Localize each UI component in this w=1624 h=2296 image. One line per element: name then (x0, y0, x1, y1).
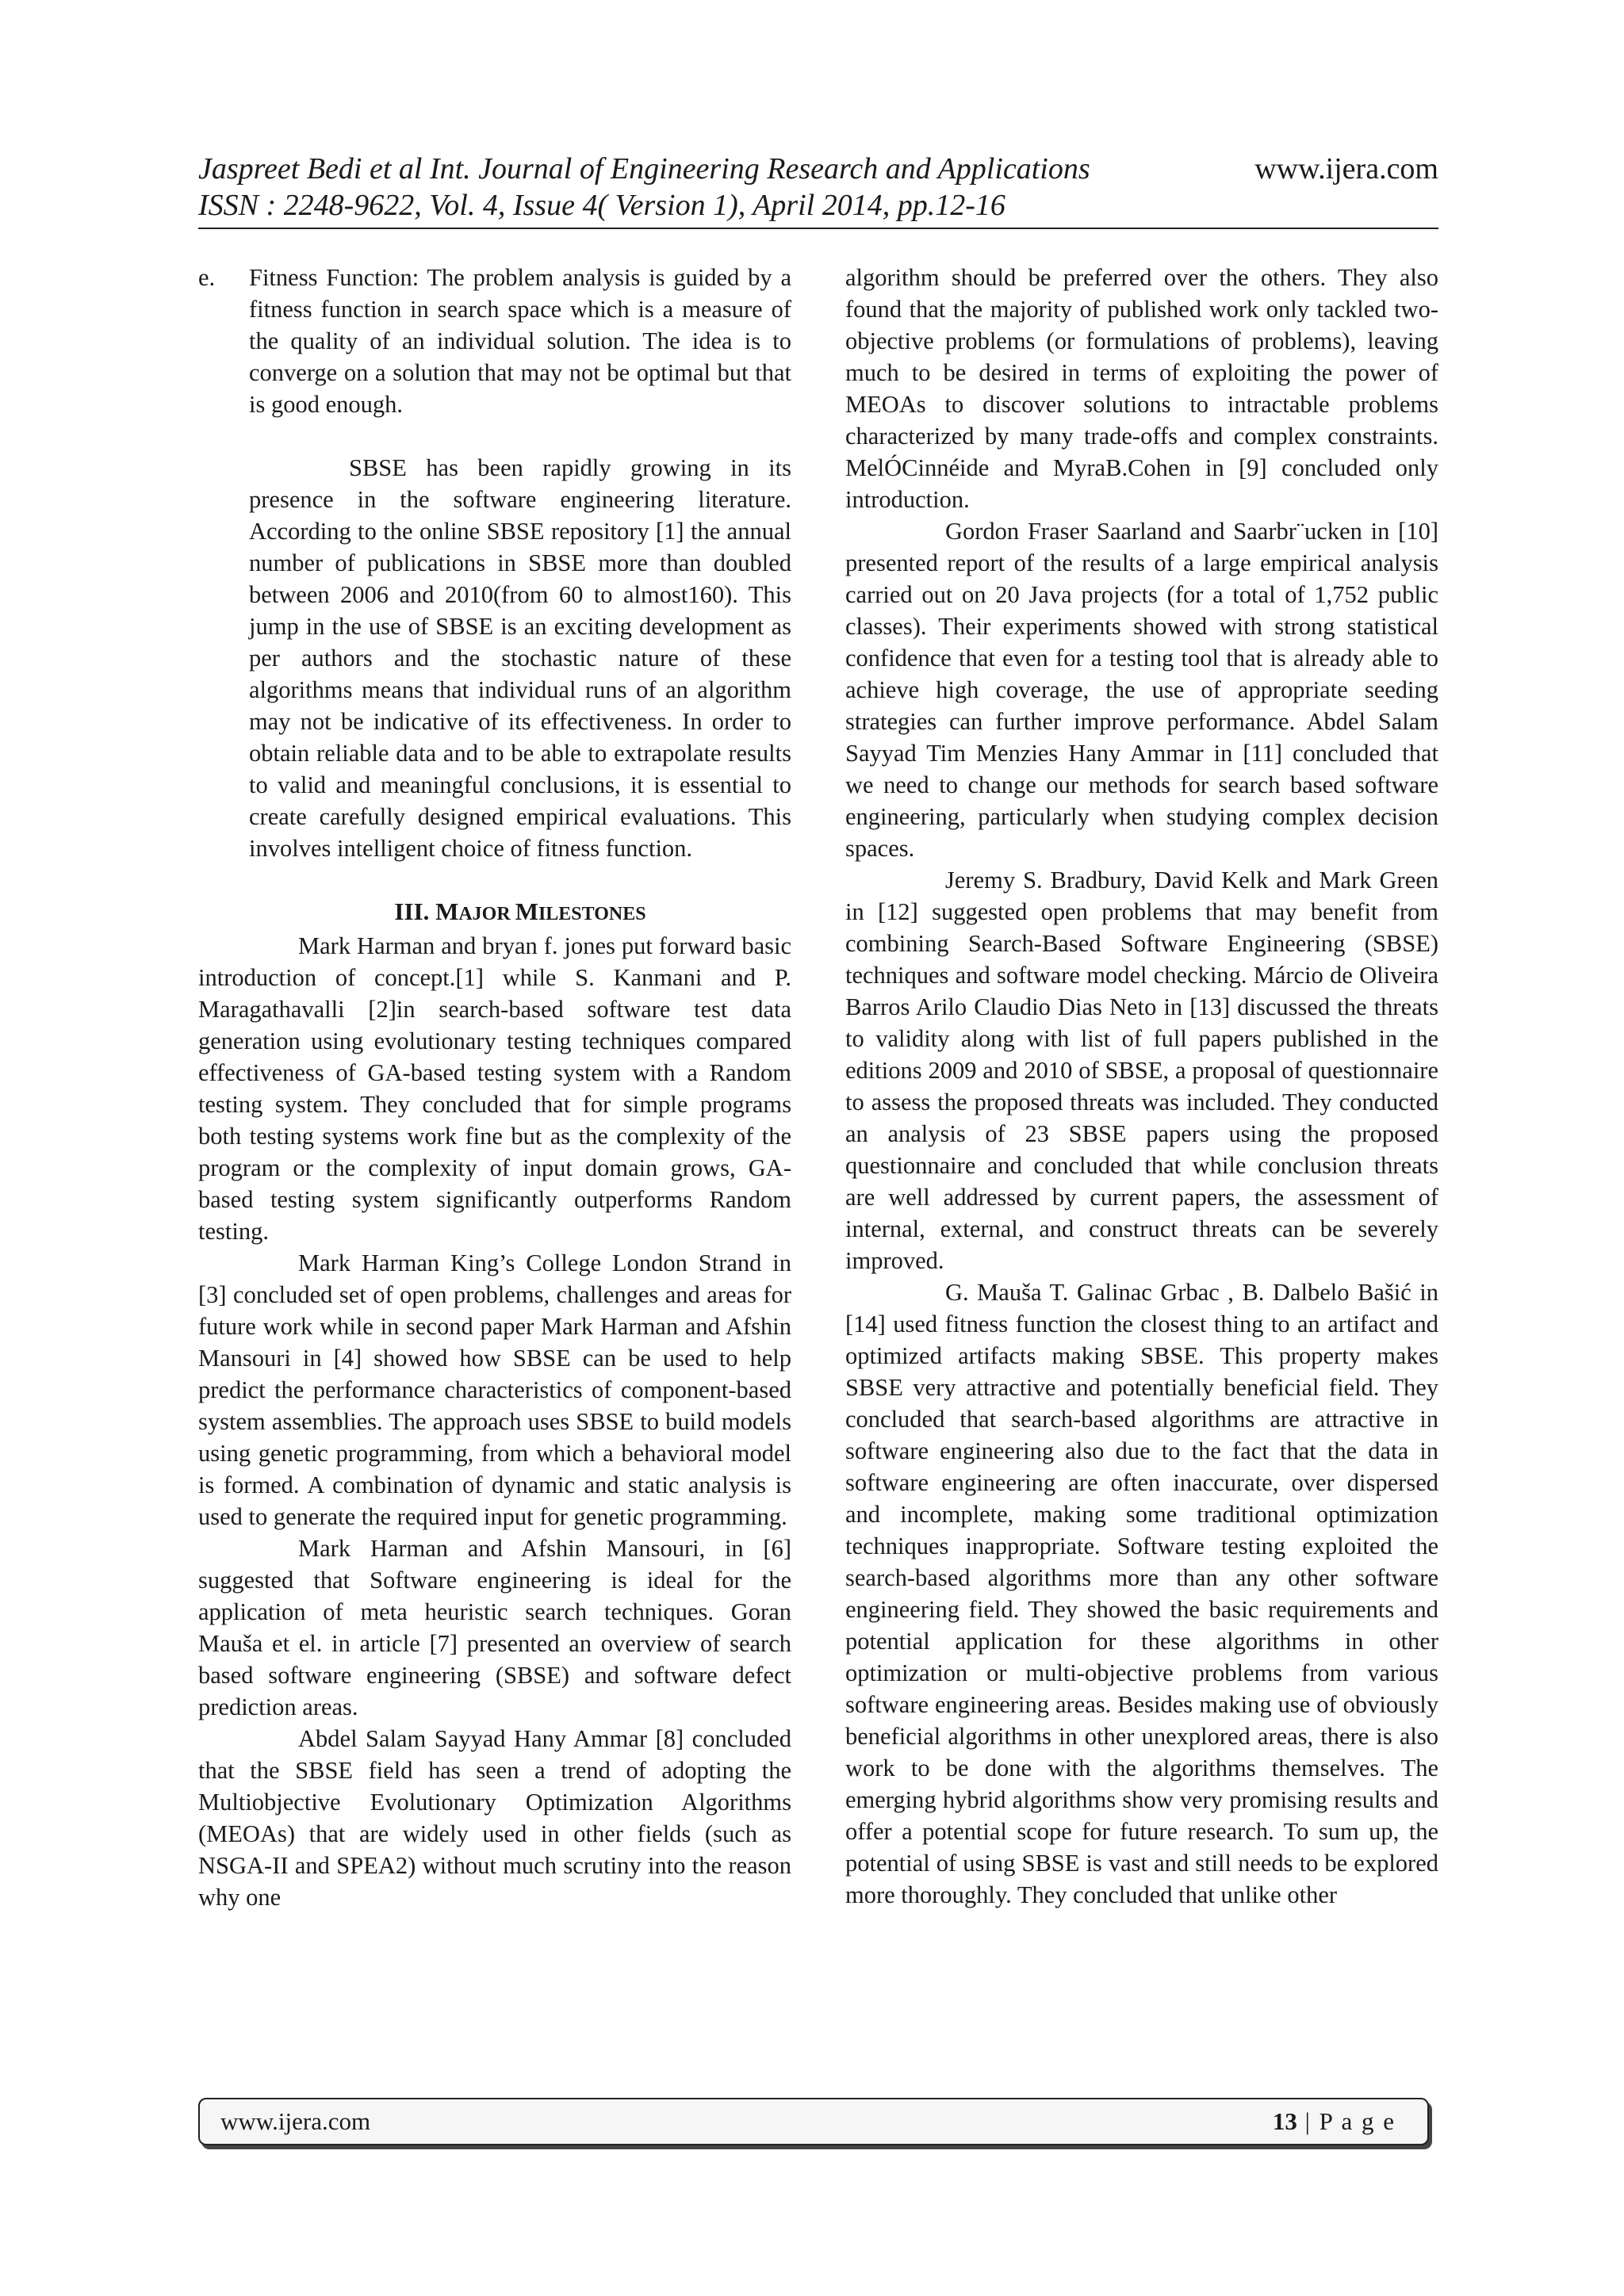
list-marker: e. (198, 264, 216, 291)
footer-url[interactable]: www.ijera.com (220, 2107, 371, 2135)
section-heading: III. MAJOR MILESTONES (394, 897, 646, 925)
paragraph: Mark Harman and Afshin Mansouri, in [6] suggested that Software engineering is ideal for the application of meta heuristic search techniques. Goran Mauša et el. in article [7] presented an overview of search based software engineering (SBSE) and software defect prediction areas. (198, 1535, 791, 1720)
paragraph: Mark Harman King’s College London Strand in [3] concluded set of open problems, challenges and areas for future work while in second paper Mark Harman and Afshin Mansouri in [4] showed how SBSE can be used to help predict the performance characteristics of component-based system assemblies. The approach uses SBSE to build models using genetic programming, from which a behavioral model is formed. A combination of dynamic and static analysis is used to generate the required input for genetic programming. (198, 1249, 791, 1530)
issn-line: ISSN : 2248-9622, Vol. 4, Issue 4( Version 1), April 2014, pp.12-16 (198, 189, 1005, 222)
list-item (198, 262, 791, 420)
left-column (198, 262, 791, 1913)
right-column (845, 262, 1438, 1911)
paragraph: Jeremy S. Bradbury, David Kelk and Mark Green in [12] suggested open problems that may benefit from combining Search-Based Software Engineering (SBSE) techniques and software model checking. Márcio de Oliveira Barros Arilo Claudio Dias Neto in [13] discussed the threats to validity along with list of full papers published in the editions 2009 and 2010 of SBSE, a proposal of questionnaire to assess the proposed threats was included. They conducted an analysis of 23 SBSE papers using the proposed questionnaire and concluded that while conclusion threats are well addressed by current papers, the assessment of internal, external, and construct threats can be severely improved. (845, 867, 1438, 1274)
page-header (198, 151, 1438, 230)
paragraph: Gordon Fraser Saarland and Saarbr¨ucken in [10] presented report of the results of a large empirical analysis carried out on 20 Java projects (for a total of 1,752 public classes). Their experiments showed with strong statistical confidence that even for a testing tool that is already able to achieve high coverage, the use of appropriate seeding strategies can further improve performance. Abdel Salam Sayyad Tim Menzies Hany Ammar in [11] concluded that we need to change our methods for search based software engineering, particularly when studying complex decision spaces. (845, 518, 1438, 862)
paragraph: G. Mauša T. Galinac Grbac , B. Dalbelo Bašić in [14] used fitness function the closest thing to an artifact and optimized artifacts making SBSE. This property makes SBSE very attractive and potentially beneficial field. They concluded that search-based algorithms are attractive in software engineering also due to the fact that the data in software engineering are often inaccurate, over dispersed and incomplete, making some traditional optimization techniques inappropriate. Software testing exploited the search-based algorithms more than any other software engineering field. They showed the basic requirements and potential application for these algorithms in other optimization or multi-objective problems from various software engineering areas. Besides making use of obviously beneficial algorithms in other unexplored areas, there is also work to be done with the algorithms themselves. The emerging hybrid algorithms show very promising results and offer a potential scope for future research. To sum up, the potential of using SBSE is vast and still needs to be explored more thoroughly. They concluded that unlike other (845, 1279, 1438, 1908)
paragraph: Abdel Salam Sayyad Hany Ammar [8] concluded that the SBSE field has seen a trend of adopting the Multiobjective Evolutionary Optimization Algorithms (MEOAs) that are widely used in other fields (such as NSGA-II and SPEA2) without much scrutiny into the reason why one (198, 1725, 791, 1911)
paragraph: algorithm should be preferred over the others. They also found that the majority of published work only tackled two-objective problems (or formulations of problems), leaving much to be desired in terms of exploiting the power of MEOAs to discover solutions to intractable problems characterized by many trade-offs and complex constraints. MelÓCinnéide and MyraB.Cohen in [9] concluded only introduction. (845, 264, 1438, 513)
header-url[interactable]: www.ijera.com (1254, 152, 1438, 186)
paragraph: Mark Harman and bryan f. jones put forward basic introduction of concept.[1] while S. Kanmani and P. Maragathavalli [2]in search-based software test data generation using evolutionary testing techniques compared effectiveness of GA-based testing system with a Random testing system. They concluded that for simple programs both testing systems work fine but as the complexity of the program or the complexity of input domain grows, GA-based testing system significantly outperforms Random testing. (198, 932, 791, 1245)
page-footer (198, 2098, 1429, 2145)
header-rule (198, 228, 1438, 229)
journal-citation: Jaspreet Bedi et al Int. Journal of Engineering Research and Applications (198, 152, 1090, 186)
fitness-function-item: Fitness Function: The problem analysis is guided by a fitness function in search space which is a measure of the quality of an individual solution. The idea is to converge on a solution that may not be optimal but that is good enough. (249, 264, 791, 418)
page-number: 13 | P a g e (1272, 2107, 1396, 2135)
sbse-growth-paragraph: SBSE has been rapidly growing in its presence in the software engineering literature. According to the online SBSE repository [1] the annual number of publications in SBSE more than doubled between 2006 and 2010(from 60 to almost160). This jump in the use of SBSE is an exciting development as per authors and the stochastic nature of these algorithms means that individual runs of an algorithm may not be indicative of its effectiveness. In order to obtain reliable data and to be able to extrapolate results to valid and meaningful conclusions, it is essential to create carefully designed empirical evaluations. This involves intelligent choice of fitness function. (249, 454, 791, 862)
